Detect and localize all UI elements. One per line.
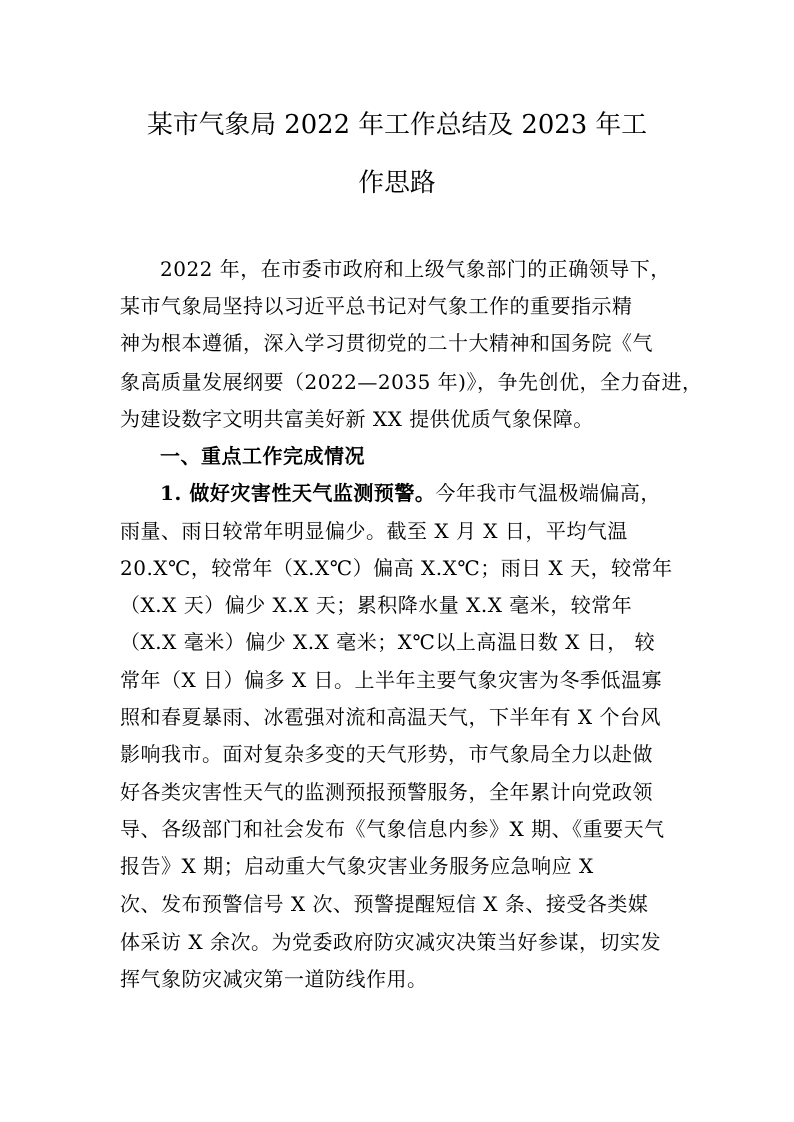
item-heading: 1. 做好灾害性天气监测预警。 <box>160 481 436 505</box>
body-line: 好各类灾害性天气的监测预报预警服务，全年累计向党政领 <box>120 780 653 804</box>
intro-line: 2022 年，在市委市政府和上级气象部门的正确领导下， <box>160 257 671 281</box>
intro-line: 某市气象局坚持以习近平总书记对气象工作的重要指示精 <box>120 294 633 318</box>
body-line: （X.X 毫米）偏少 X.X 毫米；X℃以上高温日数 X 日， 较 <box>120 630 656 654</box>
body-line: （X.X 天）偏少 X.X 天；累积降水量 X.X 毫米，较常年 <box>120 593 633 617</box>
section-heading: 一、重点工作完成情况 <box>160 444 365 468</box>
body-line: 常年（X 日）偏多 X 日。上半年主要气象灾害为冬季低温寡 <box>120 668 663 692</box>
body-line: 报告》X 期；启动重大气象灾害业务服务应急响应 X <box>120 854 594 878</box>
body-line: 挥气象防灾减灾第一道防线作用。 <box>120 967 428 991</box>
item-first-line <box>160 480 661 506</box>
intro-line: 象高质量发展纲要（2022—2035 年)》，争先创优，全力奋进， <box>120 370 703 394</box>
body-line: 照和春夏暴雨、冰雹强对流和高温天气，下半年有 X 个台风 <box>120 705 661 729</box>
body-line: 导、各级部门和社会发布《气象信息内参》X 期、《重要天气 <box>120 817 665 841</box>
intro-line: 为建设数字文明共富美好新 XX 提供优质气象保障。 <box>120 407 594 431</box>
body-line: 体采访 X 余次。为党委政府防灾减灾决策当好参谋，切实发 <box>120 930 661 954</box>
body-line: 20.X℃，较常年（X.X℃）偏高 X.X℃；雨日 X 天，较常年 <box>120 556 673 580</box>
intro-line: 神为根本遵循，深入学习贯彻党的二十大精神和国务院《气 <box>120 331 653 355</box>
body-line: 影响我市。面对复杂多变的天气形势，市气象局全力以赴做 <box>120 742 653 766</box>
document-title-line-2: 作思路 <box>358 168 436 198</box>
document-title-line-1: 某市气象局 2022 年工作总结及 2023 年工 <box>146 110 648 140</box>
body-line: 次、发布预警信号 X 次、预警提醒短信 X 条、接受各类媒 <box>120 892 649 916</box>
item-first-line-text: 今年我市气温极端偏高， <box>435 481 661 505</box>
body-line: 雨量、雨日较常年明显偏少。截至 X 月 X 日，平均气温 <box>120 519 628 543</box>
